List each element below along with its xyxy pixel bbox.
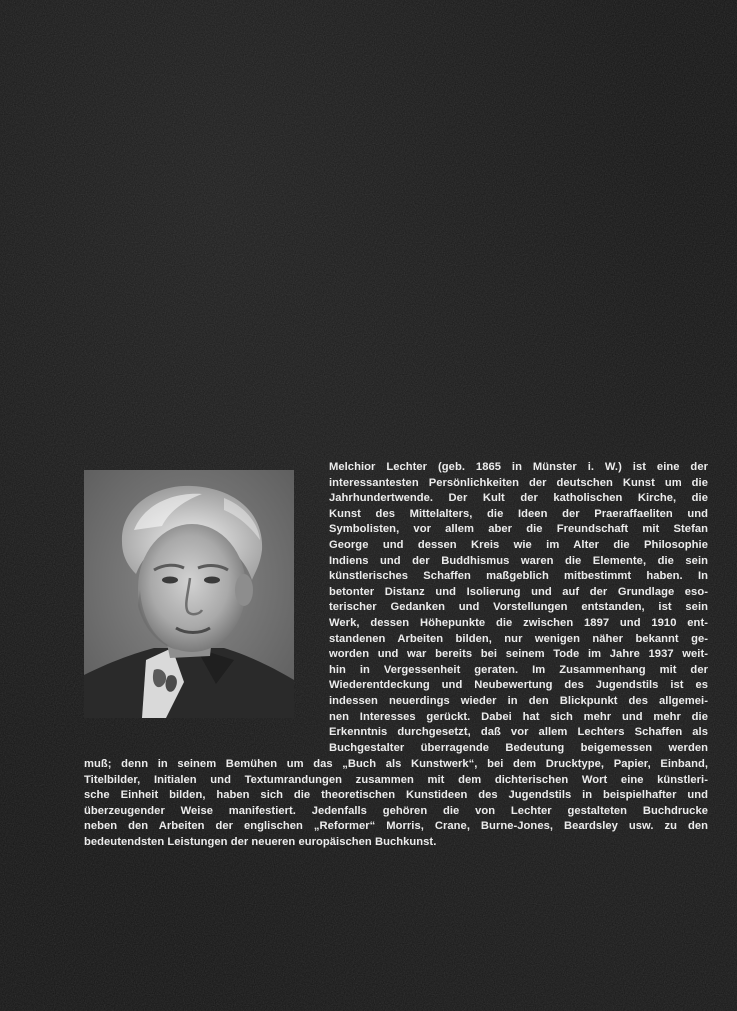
text-line: Erkenntnis durchgesetzt, daß vor allem Lechters Schaffen als: [329, 726, 708, 739]
text-line: Werk, dessen Höhepunkte die zwischen 1897 und 1910 ent-: [329, 616, 708, 629]
text-line: hin in Vergessenheit geraten. Im Zusammenhang mit der: [329, 663, 708, 676]
text-line: Melchior Lechter (geb. 1865 in Münster i. W.) ist eine der: [329, 461, 708, 473]
text-line: Indiens und der Buddhismus waren die Elemente, die sein: [329, 554, 708, 567]
text-line: neben den Arbeiten der englischen „Reformer“ Morris, Crane, Burne-Jones, Beardsley usw. zu den: [84, 820, 708, 833]
text-line: Kunst des Mittelalters, die Ideen der Praeraffaeliten und: [329, 507, 708, 520]
biography-text-full-width: [84, 757, 708, 851]
text-line: Symbolisten, vor allem aber die Freundschaft mit Stefan: [329, 523, 708, 536]
text-line: terischer Gedanken und Vorstellungen entstanden, ist sein: [329, 601, 708, 614]
text-line: standenen Arbeiten bilden, nur wenigen näher bekannt ge-: [329, 632, 708, 645]
text-line: bedeutendsten Leistungen der neueren europäischen Buchkunst.: [84, 835, 437, 848]
text-line: nen Interesses gerückt. Dabei hat sich mehr und mehr die: [329, 710, 708, 723]
text-line: interessantesten Persönlichkeiten der deutschen Kunst um die: [329, 476, 708, 489]
text-line: Jahrhundertwende. Der Kult der katholischen Kirche, die: [329, 492, 708, 505]
text-line: überzeugender Weise manifestiert. Jedenfalls gehören die von Lechter gestalteten Buchdrucke: [84, 804, 708, 817]
text-line: betonter Distanz und Isolierung und auf der Grundlage eso-: [329, 585, 708, 598]
text-line: muß; denn in seinem Bemühen um das „Buch als Kunstwerk“, bei dem Drucktype, Papier, Einband,: [84, 758, 708, 770]
text-line: indessen neuerdings wieder in den Blickpunkt des allgemei-: [329, 694, 708, 707]
text-line: George und dessen Kreis wie im Alter die Philosophie: [329, 538, 708, 551]
text-line: Titelbilder, Initialen und Textumrandungen zusammen mit dem dichterischen Wort eine künstleri-: [84, 773, 708, 786]
text-line: künstlerisches Schaffen maßgeblich mitbestimmt haben. In: [329, 570, 708, 583]
biography-text-right-column: [329, 460, 708, 756]
text-line: Buchgestalter überragende Bedeutung beigemessen werden: [329, 741, 708, 754]
text-line: Wiederentdeckung und Neubewertung des Jugendstils ist es: [329, 679, 708, 692]
text-line: worden und war bereits bei seinem Tode im Jahre 1937 weit-: [329, 648, 708, 661]
author-portrait: [84, 470, 294, 718]
portrait-photo-icon: [84, 470, 294, 718]
text-line: sche Einheit bilden, haben sich die theoretischen Kunstideen des Jugendstils in beispielhafter und: [84, 789, 708, 802]
